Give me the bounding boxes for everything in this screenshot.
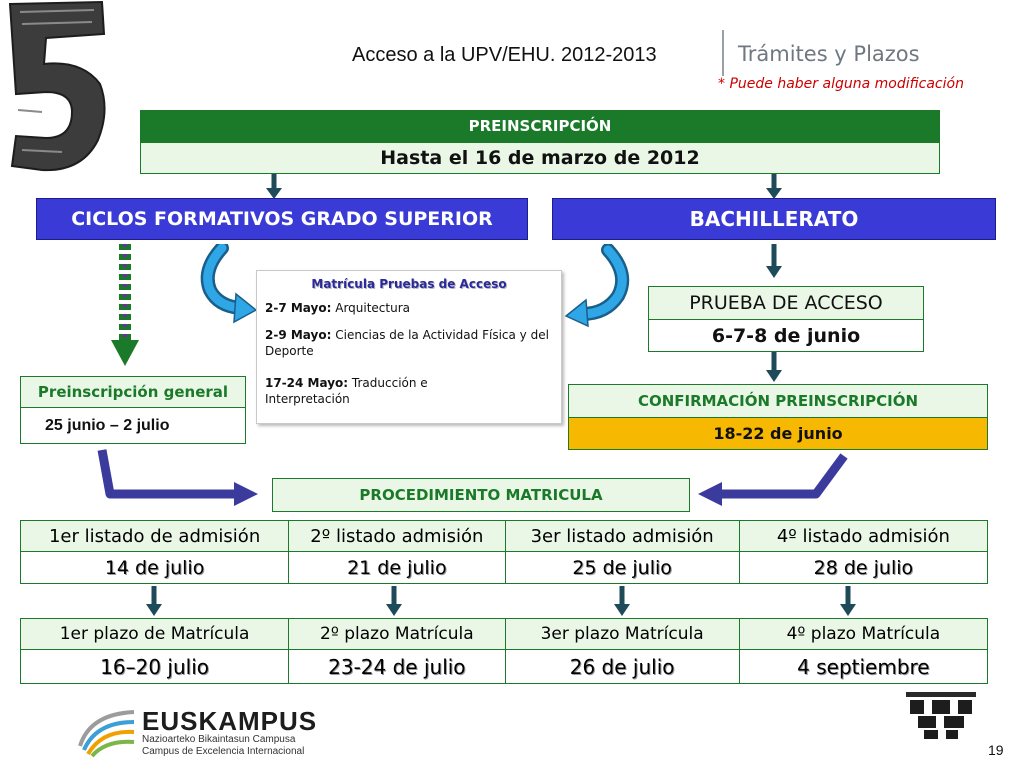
preinscripcion-date: Hasta el 16 de marzo de 2012: [140, 142, 940, 174]
matricula-item-text: Ciencias de la Actividad Física y del Deporte: [265, 328, 549, 358]
euskampus-line2: Campus de Excelencia Internacional: [142, 746, 305, 757]
dashed-down-arrow-icon: [108, 244, 142, 368]
university-emblem-icon: [904, 688, 978, 740]
preinscripcion-general-title: Preinscripción general: [20, 376, 246, 408]
confirmacion-dates: 18-22 de junio: [568, 418, 988, 450]
listado-date-cell: 21 de julio: [289, 552, 505, 583]
matricula-item-text: Traducción e Interpretación: [265, 376, 428, 406]
procedimiento-title: PROCEDIMIENTO MATRICULA: [272, 478, 690, 512]
listados-header-row: [20, 520, 988, 552]
page-subtitle: Trámites y Plazos: [738, 42, 920, 66]
down-arrow-icon: [762, 174, 786, 200]
bent-arrow-icon: [694, 452, 854, 508]
down-arrow-icon: [262, 174, 286, 200]
page-number: 19: [988, 742, 1004, 758]
curved-arrow-icon: [562, 244, 632, 328]
down-arrow-icon: [762, 244, 786, 280]
matricula-item: [265, 375, 495, 407]
preinscripcion-title: PREINSCRIPCIÓN: [140, 110, 940, 142]
confirmacion-title: CONFIRMACIÓN PREINSCRIPCIÓN: [568, 384, 988, 418]
plazo-header-cell: 4º plazo Matrícula: [786, 624, 941, 644]
listado-date-cell: 25 de julio: [506, 552, 740, 583]
down-arrow-icon: [142, 586, 166, 618]
header-divider: [722, 30, 724, 76]
plazos-header-row: [20, 618, 988, 650]
plazo-date-cell: 4 septiembre: [797, 654, 930, 679]
ciclos-label: CICLOS FORMATIVOS GRADO SUPERIOR: [71, 208, 493, 230]
bachillerato-label: BACHILLERATO: [689, 207, 859, 231]
down-arrow-icon: [836, 586, 860, 618]
matricula-item-dates: 2-7 Mayo:: [265, 301, 332, 315]
listado-header-cell: 4º listado admisión: [776, 525, 950, 547]
bachillerato-box: [552, 198, 996, 240]
down-arrow-icon: [610, 586, 634, 618]
plazos-dates-row: [20, 650, 988, 684]
prueba-acceso-title: PRUEBA DE ACCESO: [648, 286, 924, 320]
matricula-item-dates: 17-24 Mayo:: [265, 376, 349, 390]
matricula-item: [265, 301, 555, 315]
matricula-item-text: Arquitectura: [335, 301, 411, 315]
section-number-graphic: [2, 0, 110, 176]
listado-date-cell: 14 de julio: [21, 552, 289, 583]
section-number: [2, 0, 110, 176]
plazo-header-cell: 1er plazo de Matrícula: [21, 619, 289, 649]
page-title: Acceso a la UPV/EHU. 2012-2013: [352, 44, 657, 66]
matricula-item-dates: 2-9 Mayo:: [265, 328, 332, 342]
plazo-date-cell: 26 de julio: [506, 650, 740, 683]
curved-arrow-icon: [196, 244, 258, 324]
down-arrow-icon: [382, 586, 406, 618]
matricula-pruebas-box: [256, 270, 562, 424]
down-arrow-icon: [762, 352, 786, 384]
euskampus-logo-icon: [76, 706, 138, 758]
plazo-header-cell: 3er plazo Matrícula: [506, 619, 740, 649]
preinscripcion-general-dates: 25 junio – 2 julio: [20, 408, 246, 444]
listado-header-cell: 3er listado admisión: [506, 521, 740, 551]
plazo-date-cell: 16–20 julio: [21, 650, 289, 683]
modification-note: * Puede haber alguna modificación: [718, 76, 964, 92]
plazo-header-cell: 2º plazo Matrícula: [289, 619, 505, 649]
euskampus-line1: Nazioarteko Bikaintasun Campusa: [142, 734, 296, 745]
bent-arrow-icon: [92, 446, 262, 508]
listado-header-cell: 1er listado de admisión: [21, 521, 289, 551]
ciclos-formativos-box: [36, 198, 528, 240]
listado-date-cell: 28 de julio: [813, 556, 914, 579]
listados-dates-row: [20, 552, 988, 584]
listado-header-cell: 2º listado admisión: [289, 521, 505, 551]
matricula-pruebas-title: Matrícula Pruebas de Acceso: [311, 277, 507, 291]
matricula-item: [265, 327, 553, 359]
prueba-acceso-dates: 6-7-8 de junio: [648, 320, 924, 352]
euskampus-brand: EUSKAMPUS: [142, 706, 318, 736]
plazo-date-cell: 23-24 de julio: [289, 650, 505, 683]
